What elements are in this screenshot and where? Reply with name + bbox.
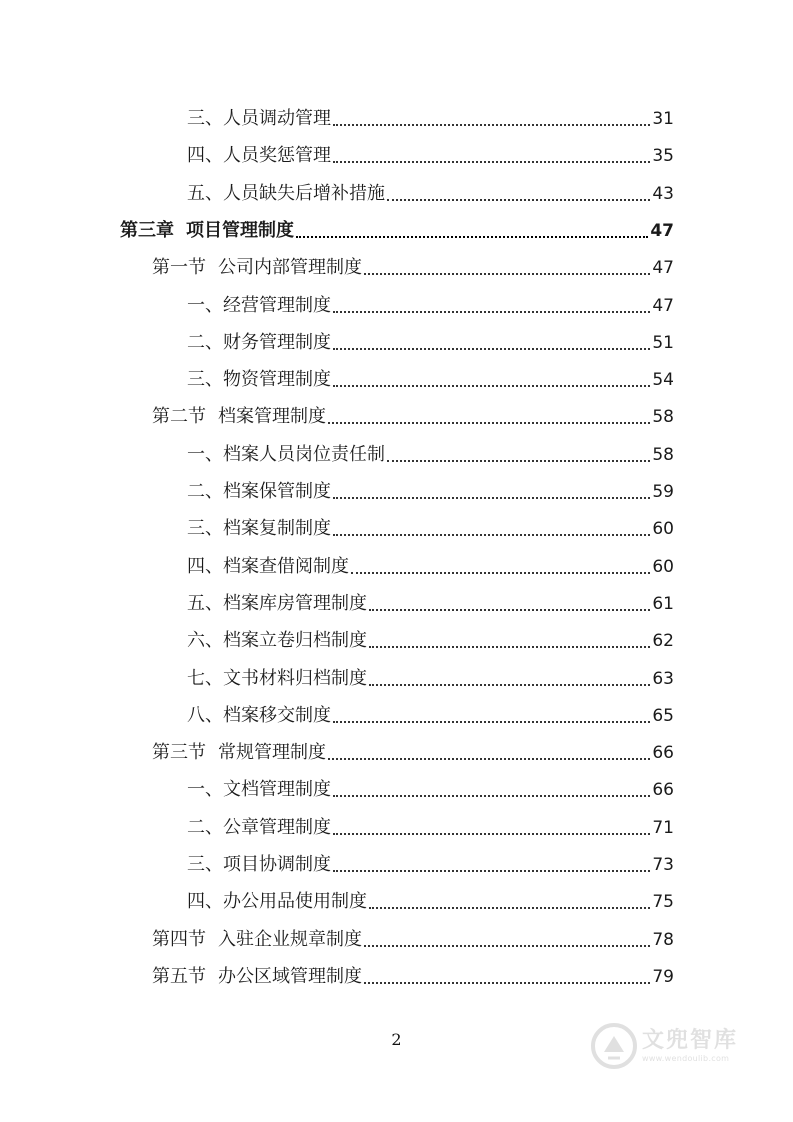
toc-page-number: 59 [652, 482, 674, 502]
toc-dot-leader [351, 571, 650, 574]
toc-page-number: 62 [652, 631, 674, 652]
toc-page-number: 51 [652, 332, 674, 353]
toc-dot-leader [296, 235, 648, 238]
toc-entry-text: 人员缺失后增补措施 [223, 182, 385, 204]
toc-entry-text: 财务管理制度 [223, 331, 331, 353]
toc-entry-text: 文书材料归档制度 [223, 667, 367, 689]
toc-dot-leader [333, 384, 650, 387]
toc-entry-title [187, 365, 331, 395]
toc-entry-title [187, 514, 331, 544]
toc-entry-title [187, 440, 385, 470]
toc-entry-text: 项目协调制度 [223, 854, 331, 875]
toc-item-entry[interactable] [187, 328, 674, 358]
toc-page-number: 47 [650, 220, 674, 241]
toc-entry-number: 一、 [187, 294, 223, 316]
toc-item-entry[interactable] [187, 850, 674, 880]
toc-item-entry[interactable] [187, 141, 674, 171]
toc-entry-text: 公司内部管理制度 [218, 257, 362, 279]
toc-entry-number: 三、 [187, 369, 223, 391]
toc-dot-leader [333, 123, 650, 126]
toc-page-number: 47 [652, 295, 674, 316]
toc-entry-number: 第二节 [152, 406, 206, 428]
toc-entry-text: 文档管理制度 [223, 779, 331, 801]
toc-entry-title [187, 813, 331, 843]
toc-entry-number: 三、 [187, 518, 223, 540]
toc-entry-title [187, 328, 331, 358]
toc-dot-leader [364, 944, 650, 947]
toc-entry-text: 档案复制制度 [223, 518, 331, 540]
toc-entry-text: 办公用品使用制度 [223, 891, 367, 913]
toc-entry-number: 二、 [187, 481, 223, 502]
toc-entry-title [152, 402, 326, 432]
toc-entry-title [152, 738, 326, 768]
toc-entry-title [120, 216, 294, 246]
toc-dot-leader [328, 421, 650, 424]
toc-dot-leader [364, 272, 650, 275]
toc-entry-number: 第三节 [152, 742, 206, 764]
toc-entry-title [187, 887, 367, 917]
toc-entry-number: 第三章 [120, 219, 174, 241]
toc-entry-text: 人员奖惩管理 [223, 145, 331, 167]
toc-page-number: 58 [652, 444, 674, 465]
toc-entry-text: 公章管理制度 [223, 816, 331, 838]
toc-dot-leader [369, 645, 650, 648]
toc-dot-leader [333, 496, 650, 499]
toc-entry-text: 档案立卷归档制度 [223, 630, 367, 652]
toc-page-number: 79 [652, 966, 674, 987]
toc-entry-text: 常规管理制度 [218, 742, 326, 764]
toc-entry-number: 二、 [187, 331, 223, 353]
toc-entry-title [152, 925, 362, 955]
toc-entry-text: 人员调动管理 [223, 108, 331, 129]
watermark [590, 1018, 780, 1074]
toc-entry-number: 第四节 [152, 928, 206, 950]
toc-entry-text: 档案保管制度 [223, 481, 331, 502]
toc-dot-leader [333, 310, 650, 313]
toc-entry-title [187, 626, 367, 656]
toc-page-number: 66 [652, 743, 674, 764]
toc-dot-leader [369, 608, 650, 611]
toc-entry-title [187, 552, 349, 582]
toc-entry-title [152, 253, 362, 283]
toc-section-entry[interactable] [152, 925, 674, 955]
toc-page-number: 31 [652, 109, 674, 129]
toc-entry-title [187, 104, 331, 134]
toc-item-entry[interactable] [187, 887, 674, 917]
toc-entry-text: 项目管理制度 [186, 219, 294, 241]
toc-page-number: 78 [652, 929, 674, 950]
toc-entry-number: 五、 [187, 592, 223, 614]
toc-page-number: 35 [652, 146, 674, 167]
toc-entry-number: 三、 [187, 108, 223, 129]
toc-page-number: 73 [652, 855, 674, 875]
toc-item-entry[interactable] [187, 440, 674, 470]
toc-entry-number: 七、 [187, 667, 223, 689]
toc-section-entry[interactable] [152, 253, 674, 283]
toc-entry-number: 第五节 [152, 965, 206, 987]
toc-chapter-entry[interactable] [120, 216, 674, 246]
toc-page-number: 58 [652, 407, 674, 428]
toc-entry-text: 办公区域管理制度 [218, 965, 362, 987]
toc-entry-text: 档案查借阅制度 [223, 555, 349, 577]
toc-dot-leader [328, 757, 650, 760]
toc-entry-number: 四、 [187, 145, 223, 167]
toc-page-number: 63 [652, 668, 674, 689]
toc-page-number: 75 [652, 892, 674, 913]
toc-entry-number: 第一节 [152, 257, 206, 279]
toc-page-number: 47 [652, 258, 674, 279]
toc-entry-number: 一、 [187, 779, 223, 801]
toc-page-number: 54 [652, 370, 674, 391]
toc-item-entry[interactable] [187, 552, 674, 582]
toc-entry-title [187, 701, 331, 731]
toc-dot-leader [333, 347, 650, 350]
wendou-logo-icon [590, 1022, 638, 1070]
toc-dot-leader [333, 794, 650, 797]
toc-entry-title [187, 179, 385, 209]
toc-dot-leader [387, 198, 650, 201]
toc-entry-number: 三、 [187, 854, 223, 875]
toc-entry-text: 入驻企业规章制度 [218, 928, 362, 950]
toc-entry-number: 八、 [187, 704, 223, 726]
toc-page-number: 66 [652, 780, 674, 801]
toc-dot-leader [333, 533, 650, 536]
page-number: 2 [391, 1030, 402, 1049]
toc-dot-leader [369, 906, 650, 909]
toc-dot-leader [364, 981, 650, 984]
toc-page-number: 43 [652, 183, 674, 204]
toc-section-entry[interactable] [152, 738, 674, 768]
toc-item-entry[interactable] [187, 701, 674, 731]
toc-item-entry[interactable] [187, 589, 674, 619]
toc-entry-title [187, 477, 331, 507]
toc-page-number: 61 [652, 593, 674, 614]
watermark-url: www.wendoulib.com [642, 1054, 730, 1063]
toc-item-entry[interactable] [187, 514, 674, 544]
toc-item-entry[interactable] [187, 626, 674, 656]
toc-item-entry[interactable] [187, 477, 674, 507]
toc-entry-number: 一、 [187, 443, 223, 465]
toc-entry-number: 六、 [187, 630, 223, 652]
toc-entry-title [187, 850, 331, 880]
toc-entry-title [187, 291, 331, 321]
toc-entry-number: 五、 [187, 182, 223, 204]
toc-dot-leader [333, 832, 650, 835]
toc-entry-text: 档案管理制度 [218, 406, 326, 428]
watermark-name: 文兜智库 [642, 1028, 739, 1053]
toc-entry-title [187, 664, 367, 694]
toc-dot-leader [333, 720, 650, 723]
toc-entry-title [187, 775, 331, 805]
toc-entry-number: 二、 [187, 816, 223, 838]
toc-entry-text: 经营管理制度 [223, 294, 331, 316]
toc-page-number: 60 [652, 519, 674, 540]
toc-item-entry[interactable] [187, 775, 674, 805]
toc-page-number: 71 [652, 817, 674, 838]
toc-entry-text: 物资管理制度 [223, 369, 331, 391]
toc-entry-number: 四、 [187, 555, 223, 577]
toc-item-entry[interactable] [187, 813, 674, 843]
toc-entry-text: 档案移交制度 [223, 704, 331, 726]
toc-section-entry[interactable] [152, 402, 674, 432]
toc-entry-title [187, 589, 367, 619]
toc-item-entry[interactable] [187, 664, 674, 694]
toc-section-entry[interactable] [152, 962, 674, 992]
toc-dot-leader [387, 459, 650, 462]
toc-entry-text: 档案库房管理制度 [223, 592, 367, 614]
toc-dot-leader [333, 869, 650, 872]
toc-item-entry[interactable] [187, 291, 674, 321]
toc-entry-text: 档案人员岗位责任制 [223, 443, 385, 465]
toc-item-entry[interactable] [187, 104, 674, 134]
toc-entry-number: 四、 [187, 891, 223, 913]
toc-entry-title [152, 962, 362, 992]
toc-entry-title [187, 141, 331, 171]
toc-dot-leader [333, 160, 650, 163]
toc-item-entry[interactable] [187, 179, 674, 209]
toc-item-entry[interactable] [187, 365, 674, 395]
toc-page-number: 65 [652, 705, 674, 726]
toc-page-number: 60 [652, 556, 674, 577]
toc-dot-leader [369, 683, 650, 686]
